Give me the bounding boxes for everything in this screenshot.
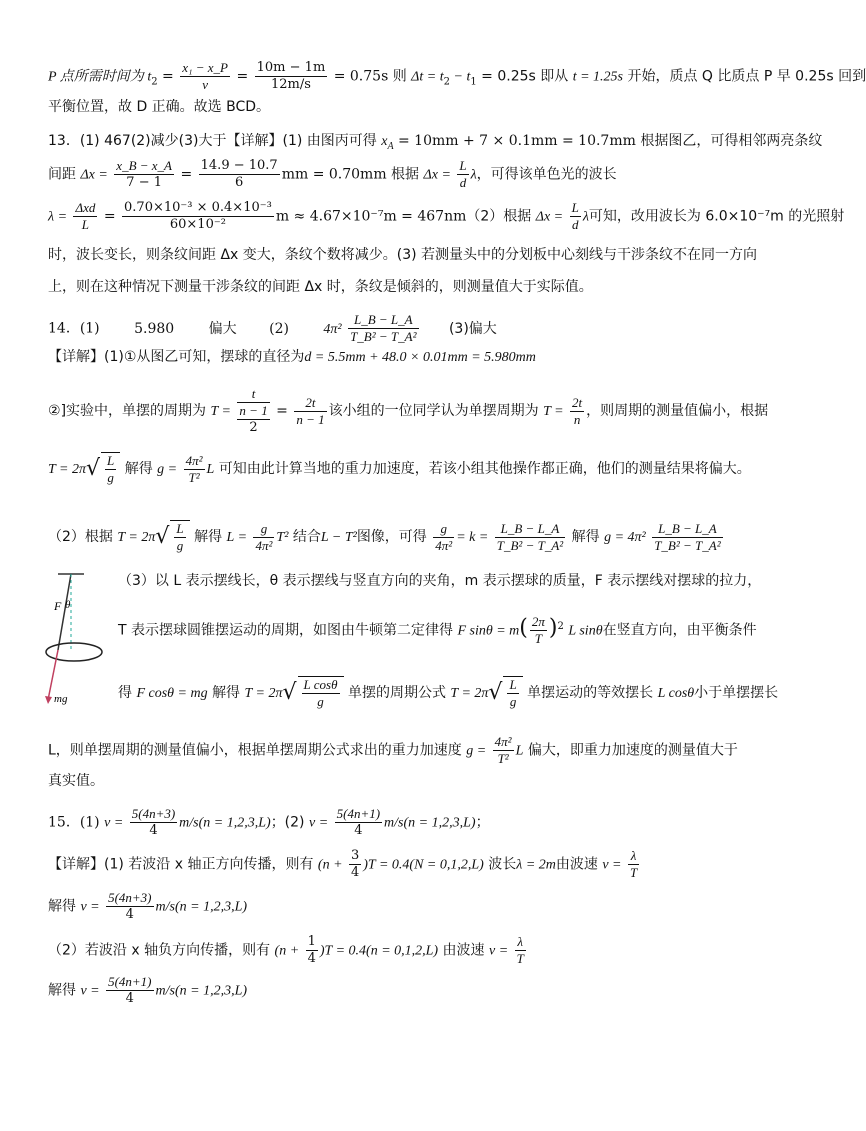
- force-F-label: F: [54, 599, 62, 613]
- q14-line10: 真实值。: [48, 773, 104, 789]
- frac: $\frac{\lambda}{T}$: [516, 934, 524, 966]
- conical-pendulum-figure: [44, 570, 114, 710]
- q14-line5: （2）根据 T = 2π√ $\frac{L}{g}$ 解得 L = $\frac{g}{\text{4π²}}$ T² 结合L − T²图像，可得 $\frac{g}{\text{4π²}}$ = k = $\frac{L\_B - L\_A}{\text{T\_B² − T\_A²}}$ 解得 g = 4π² $\frac{L\_B - L\_A}{\text{T\_B² − T\_A²}}$: [48, 520, 721, 553]
- frac: t n − 1 2: [239, 386, 268, 435]
- frac: $\frac{2t}{n}$: [572, 394, 583, 427]
- q14-line8: 得 F cosθ = mg 解得 T = 2π√ $\frac{\text{L cosθ}}{g}$ 单摆的周期公式 T = 2π√ $\frac{L}{g}$ 单摆运动的等效摆长 L cosθ小于单摆摆长: [118, 677, 779, 709]
- q14-line2: 【详解】(1)①从图乙可知，摆球的直径为d = 5.5mm + 48.0 × 0.01mm = 5.980mm: [48, 349, 536, 365]
- frac: $\frac{2t}{n - 1}$: [296, 394, 325, 427]
- q12-tail-line1: P 点所需时间为 $t_2$ = $\frac{\text{x₁ − x\_P}}{v}$ = $\frac{10m - 1m}{12m/s}$ = 0.75s 则 $\Delta t = t_2 - t_1 = 0.25s$ 即从 t = 1.25s 开始，质点 Q 比质点 P 早 0.25s 回到: [48, 60, 866, 92]
- frac: $\frac{g}{\text{4π²}}$: [255, 520, 273, 553]
- frac: $\frac{L\_B - L\_A}{\text{T\_B² − T\_A²}}$: [496, 520, 564, 553]
- frac: $\frac{14.9 - 10.7}{6}$: [200, 158, 278, 190]
- frac: $\frac{L}{g}$: [107, 453, 115, 485]
- q14-line4: T = 2π√ $\frac{L}{g}$ 解得 g = $\frac{\text{4π²}}{\text{T²}}$ L 可知由此计算当地的重力加速度，若该小组其他操作都正确，他们的测量结果将偏大。: [48, 452, 751, 485]
- mg-label: mg: [54, 693, 68, 705]
- frac: $\frac{\text{0.70×10⁻³ × 0.4×10⁻³}}{\text{60×10⁻²}}$: [124, 200, 272, 232]
- q13-line4: 时，波长变长，则条纹间距 Δx 变大，条纹个数将减少。(3) 若测量头中的分划板中心刻线与干涉条纹不在同一方向: [48, 247, 758, 263]
- frac: $\frac{L\_B - L\_A}{\text{T\_B² − T\_A²}}$: [350, 312, 417, 344]
- frac: $\frac{5(4n+3)}{4}$: [108, 890, 152, 922]
- q15-header: 15．(1) v = $\frac{5(4n+3)}{4}$ m/s(n = 1,2,3,L)；(2) v = $\frac{5(4n+1)}{4}$ m/s(n = 1,2,3,L)；: [48, 806, 490, 838]
- q13-line5: 上，则在这种情况下测量干涉条纹的间距 Δx 时，条纹是倾斜的，则测量值大于实际值。: [48, 279, 593, 295]
- q14-line9: L，则单摆周期的测量值偏小，根据单摆周期公式求出的重力加速度 g = $\frac{\text{4π²}}{\text{T²}}$ L 偏大，即重力加速度的测量值大于: [48, 734, 738, 766]
- q14-line6: （3）以 L 表示摆线长，θ 表示摆线与竖直方向的夹角，m 表示摆球的质量，F 表示摆线对摆球的拉力，: [118, 573, 762, 589]
- frac: $\frac{\text{x₁ − x\_P}}{v}$: [182, 60, 228, 92]
- q15-line3: 解得 v = $\frac{5(4n+3)}{4}$ m/s(n = 1,2,3,L): [48, 890, 248, 922]
- frac: $\frac{3}{4}$: [350, 848, 360, 880]
- q12-tail-line2: 平衡位置，故 D 正确。故选 BCD。: [48, 99, 271, 115]
- frac: $\frac{\text{4π²}}{\text{T²}}$: [494, 734, 512, 766]
- frac: $\frac{\text{L cosθ}}{g}$: [303, 677, 338, 709]
- frac: $\frac{\text{4π²}}{\text{T²}}$: [185, 452, 203, 485]
- frac: $\frac{\text{Δxd}}{L}$: [75, 200, 96, 232]
- q13-line2: 间距 Δx = $\frac{x\_B - x\_A}{7 - 1}$ = $\frac{14.9 - 10.7}{6}$ mm = 0.70mm 根据 Δx = $\frac{L}{d}$ λ，可得该单色光的波长: [48, 158, 617, 190]
- frac: $\frac{x\_B - x\_A}{7 - 1}$: [116, 158, 172, 190]
- frac: $\frac{1}{4}$: [307, 934, 316, 966]
- q13-line3: λ = $\frac{\text{Δxd}}{L}$ = $\frac{\text{0.70×10⁻³ × 0.4×10⁻³}}{\text{60×10⁻²}}$ m ≈ 4.67×10⁻⁷m = 467nm（2）根据 Δx = $\frac{L}{d}$ λ可知，改用波长为 6.0×10⁻⁷m 的光照射: [48, 200, 845, 232]
- q14-line7: T 表示摆球圆锥摆运动的周期，如图由牛顿第二定律得 F sinθ = m( $\frac{2\pi}{T}$ )$^2$ L sinθ在竖直方向，由平衡条件: [118, 614, 757, 646]
- q14-header: 14．(1) 5.980 偏大 (2) 4π² $\frac{L\_B - L\_A}{\text{T\_B² − T\_A²}}$ (3)偏大: [48, 312, 497, 344]
- frac: $\frac{L}{d}$: [571, 200, 579, 232]
- frac: $\frac{L}{g}$: [509, 677, 517, 709]
- frac: $\frac{5(4n+1)}{4}$: [336, 806, 381, 838]
- frac: $\frac{L\_B - L\_A}{\text{T\_B² − T\_A²}}$: [654, 520, 721, 553]
- frac: $\frac{10m - 1m}{12m/s}$: [256, 60, 326, 92]
- q15-line5: 解得 v = $\frac{5(4n+1)}{4}$ m/s(n = 1,2,3,L): [48, 974, 248, 1006]
- frac: $\frac{\lambda}{T}$: [629, 848, 638, 880]
- frac: $\frac{5(4n+3)}{4}$: [131, 806, 176, 838]
- frac: $\frac{2\pi}{T}$: [531, 614, 545, 646]
- theta-label: θ: [65, 599, 71, 611]
- frac: $\frac{5(4n+1)}{4}$: [108, 974, 152, 1006]
- q14-line3: ②]实验中，单摆的周期为 T = t n − 1 2 = $\frac{2t}{n - 1}$ 该小组的一位同学认为单摆周期为 T = $\frac{2t}{n}$ ，则周期的测量值偏小，根据: [48, 386, 769, 435]
- q15-line2: 【详解】(1) 若波沿 x 轴正方向传播，则有 (n + $\frac{3}{4}$ )T = 0.4(N = 0,1,2,L) 波长λ = 2m由波速 v = $\frac{\lambda}{T}$: [48, 848, 638, 880]
- frac: $\frac{L}{d}$: [459, 158, 467, 190]
- frac: $\frac{L}{g}$: [176, 521, 184, 553]
- frac: $\frac{g}{\text{4π²}}$: [435, 520, 453, 553]
- q15-line4: （2）若波沿 x 轴负方向传播，则有 (n + $\frac{1}{4}$ )T = 0.4(n = 0,1,2,L) 由波速 v = $\frac{\lambda}{T}$: [48, 934, 524, 966]
- q13-header: 13．(1) 467(2)减少(3)大于【详解】(1) 由图丙可得 $x_A = 10mm + 7 \times 0.1mm = 10.7mm$ 根据图乙，可得相邻两亮条纹: [48, 133, 823, 152]
